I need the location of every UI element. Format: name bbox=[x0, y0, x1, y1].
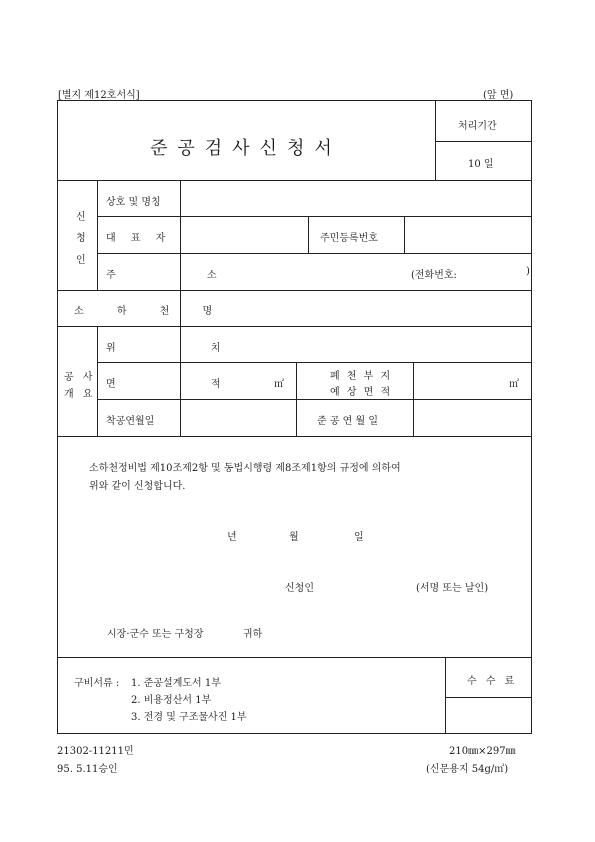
signature-note: (서명 또는 날인) bbox=[416, 583, 489, 594]
river-name-label: 소 하 천 명 bbox=[74, 306, 228, 317]
statement-line2: 위와 같이 신청합니다. bbox=[89, 481, 186, 492]
fee-label: 수 수 료 bbox=[467, 676, 518, 687]
resident-id-field[interactable] bbox=[406, 219, 530, 251]
phone-label: (전화번호: bbox=[411, 270, 457, 281]
approval-date: 95. 5.11승인 bbox=[57, 764, 118, 775]
name-field[interactable] bbox=[182, 183, 530, 214]
paper-size: 210㎜×297㎜ bbox=[449, 746, 516, 757]
completion-date-label: 준 공 연 월 일 bbox=[317, 416, 379, 427]
date-year: 년 bbox=[227, 532, 237, 543]
address-label: 주 소 bbox=[106, 270, 261, 281]
area-unit: ㎡ bbox=[274, 379, 284, 390]
processing-period-label: 처리기간 bbox=[458, 121, 497, 132]
phone-close: ) bbox=[526, 266, 530, 277]
date-month: 월 bbox=[289, 532, 299, 543]
start-date-field[interactable] bbox=[182, 402, 294, 434]
completion-date-field[interactable] bbox=[415, 402, 530, 434]
project-group-line2: 개 요 bbox=[64, 389, 96, 400]
processing-period-value: 10 일 bbox=[468, 159, 494, 170]
applicant-sign-label: 신청인 bbox=[285, 583, 314, 594]
fee-field[interactable] bbox=[447, 700, 530, 732]
document-item-3: 3. 전경 및 구조물사진 1부 bbox=[131, 712, 247, 723]
resident-id-label: 주민등록번호 bbox=[320, 233, 378, 244]
page-title: 준공검사신청서 bbox=[150, 138, 342, 159]
document-item-2: 2. 비용정산서 1부 bbox=[131, 695, 212, 706]
statement-line1: 소하천정비법 제10조제2항 및 동법시행령 제8조제1항의 규정에 의하여 bbox=[89, 463, 401, 474]
applicant-group-char-1: 신 bbox=[76, 212, 86, 223]
recipient-honorific: 귀하 bbox=[243, 629, 263, 640]
area-field[interactable] bbox=[182, 365, 270, 397]
documents-label: 구비서류 : bbox=[74, 678, 120, 689]
address-field[interactable] bbox=[182, 256, 408, 288]
abandoned-area-field[interactable] bbox=[415, 365, 505, 397]
area-label: 면 적 bbox=[106, 379, 267, 390]
abandoned-area-label-line1: 폐 천 부 지 bbox=[330, 371, 393, 382]
river-name-field[interactable] bbox=[182, 293, 530, 324]
location-label: 위 치 bbox=[106, 343, 267, 354]
side-label: (앞 면) bbox=[483, 90, 514, 101]
representative-label: 대 표 자 bbox=[106, 233, 172, 244]
paper-spec: (신문용지 54g/㎡) bbox=[426, 764, 509, 775]
abandoned-area-label-line2: 예 상 면 적 bbox=[330, 387, 393, 398]
representative-field[interactable] bbox=[182, 219, 306, 251]
document-item-1: 1. 준공설계도서 1부 bbox=[131, 678, 221, 689]
applicant-group-char-2: 청 bbox=[76, 233, 86, 244]
project-group-line1: 공 사 bbox=[64, 372, 96, 383]
applicant-group-char-3: 인 bbox=[76, 255, 86, 266]
form-code: 21302-11211민 bbox=[57, 746, 134, 757]
applicant-signature-field[interactable] bbox=[320, 574, 408, 590]
location-field[interactable] bbox=[182, 329, 530, 360]
name-label: 상호 및 명칭 bbox=[106, 197, 161, 208]
form-number: [별지 제12호서식] bbox=[58, 90, 140, 101]
abandoned-area-unit: ㎡ bbox=[509, 379, 519, 390]
recipient: 시장·군수 또는 구청장 bbox=[107, 629, 204, 640]
date-day: 일 bbox=[354, 532, 364, 543]
start-date-label: 착공연월일 bbox=[106, 416, 155, 427]
